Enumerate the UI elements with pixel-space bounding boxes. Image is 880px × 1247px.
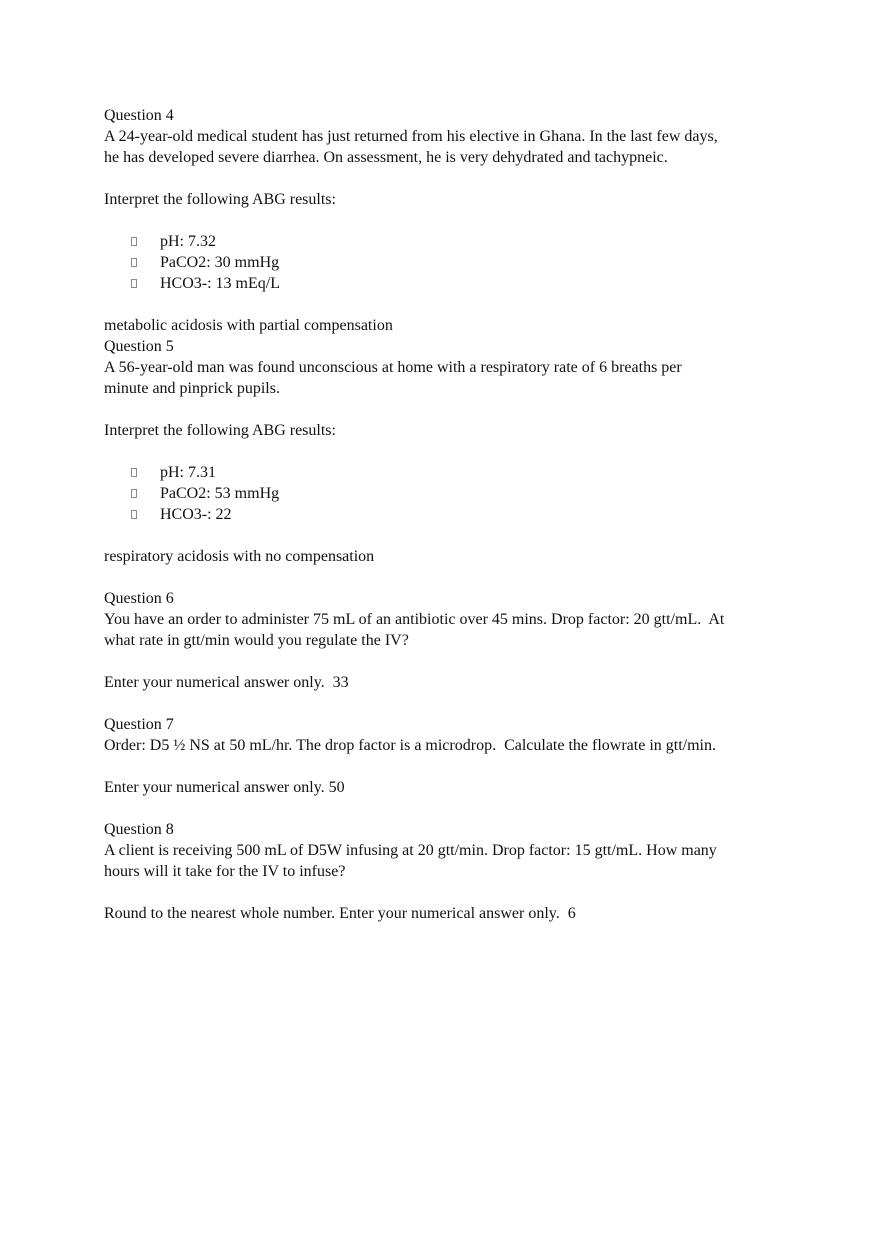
list-item: pH: 7.32 xyxy=(104,231,794,252)
question-text-line: he has developed severe diarrhea. On assessment, he is very dehydrated and tachypneic. xyxy=(104,149,668,166)
bullet-icon xyxy=(131,489,137,498)
bullet-icon xyxy=(131,510,137,519)
question-answer: Enter your numerical answer only. 33 xyxy=(104,674,349,691)
question-text-line: A 24-year-old medical student has just returned from his elective in Ghana. In the last few days, xyxy=(104,128,718,145)
question-prompt: Interpret the following ABG results: xyxy=(104,191,336,208)
list-item: pH: 7.31 xyxy=(104,462,794,483)
list-item: HCO3-: 22 xyxy=(104,504,794,525)
list-item: PaCO2: 53 mmHg xyxy=(104,483,794,504)
question-answer: respiratory acidosis with no compensation xyxy=(104,548,375,565)
bullet-icon xyxy=(131,258,137,267)
list-item: PaCO2: 30 mmHg xyxy=(104,252,794,273)
question-4 xyxy=(104,105,794,336)
abg-results-list xyxy=(104,231,794,294)
question-label: Question 8 xyxy=(104,821,174,838)
question-label: Question 6 xyxy=(104,590,174,607)
question-text-line: Order: D5 ½ NS at 50 mL/hr. The drop factor is a microdrop. Calculate the flowrate in gtt/min. xyxy=(104,737,716,754)
question-7 xyxy=(104,714,794,798)
question-text-line: what rate in gtt/min would you regulate the IV? xyxy=(104,632,409,649)
question-answer: Round to the nearest whole number. Enter your numerical answer only. 6 xyxy=(104,905,576,922)
question-prompt: Interpret the following ABG results: xyxy=(104,422,336,439)
bullet-icon xyxy=(131,279,137,288)
document-page xyxy=(104,105,794,924)
question-text-line: hours will it take for the IV to infuse? xyxy=(104,863,346,880)
question-text-line: A client is receiving 500 mL of D5W infusing at 20 gtt/min. Drop factor: 15 gtt/mL. How many xyxy=(104,842,717,859)
question-answer: Enter your numerical answer only. 50 xyxy=(104,779,345,796)
question-answer: metabolic acidosis with partial compensation xyxy=(104,317,393,334)
abg-results-list xyxy=(104,462,794,525)
question-text-line: A 56-year-old man was found unconscious at home with a respiratory rate of 6 breaths per xyxy=(104,359,682,376)
question-8 xyxy=(104,819,794,924)
question-label: Question 5 xyxy=(104,338,174,355)
question-text-line: You have an order to administer 75 mL of an antibiotic over 45 mins. Drop factor: 20 gtt/mL. At xyxy=(104,611,725,628)
question-text-line: minute and pinprick pupils. xyxy=(104,380,280,397)
question-label: Question 4 xyxy=(104,107,174,124)
bullet-icon xyxy=(131,237,137,246)
question-6 xyxy=(104,588,794,693)
question-label: Question 7 xyxy=(104,716,174,733)
bullet-icon xyxy=(131,468,137,477)
question-5 xyxy=(104,336,794,567)
list-item: HCO3-: 13 mEq/L xyxy=(104,273,794,294)
